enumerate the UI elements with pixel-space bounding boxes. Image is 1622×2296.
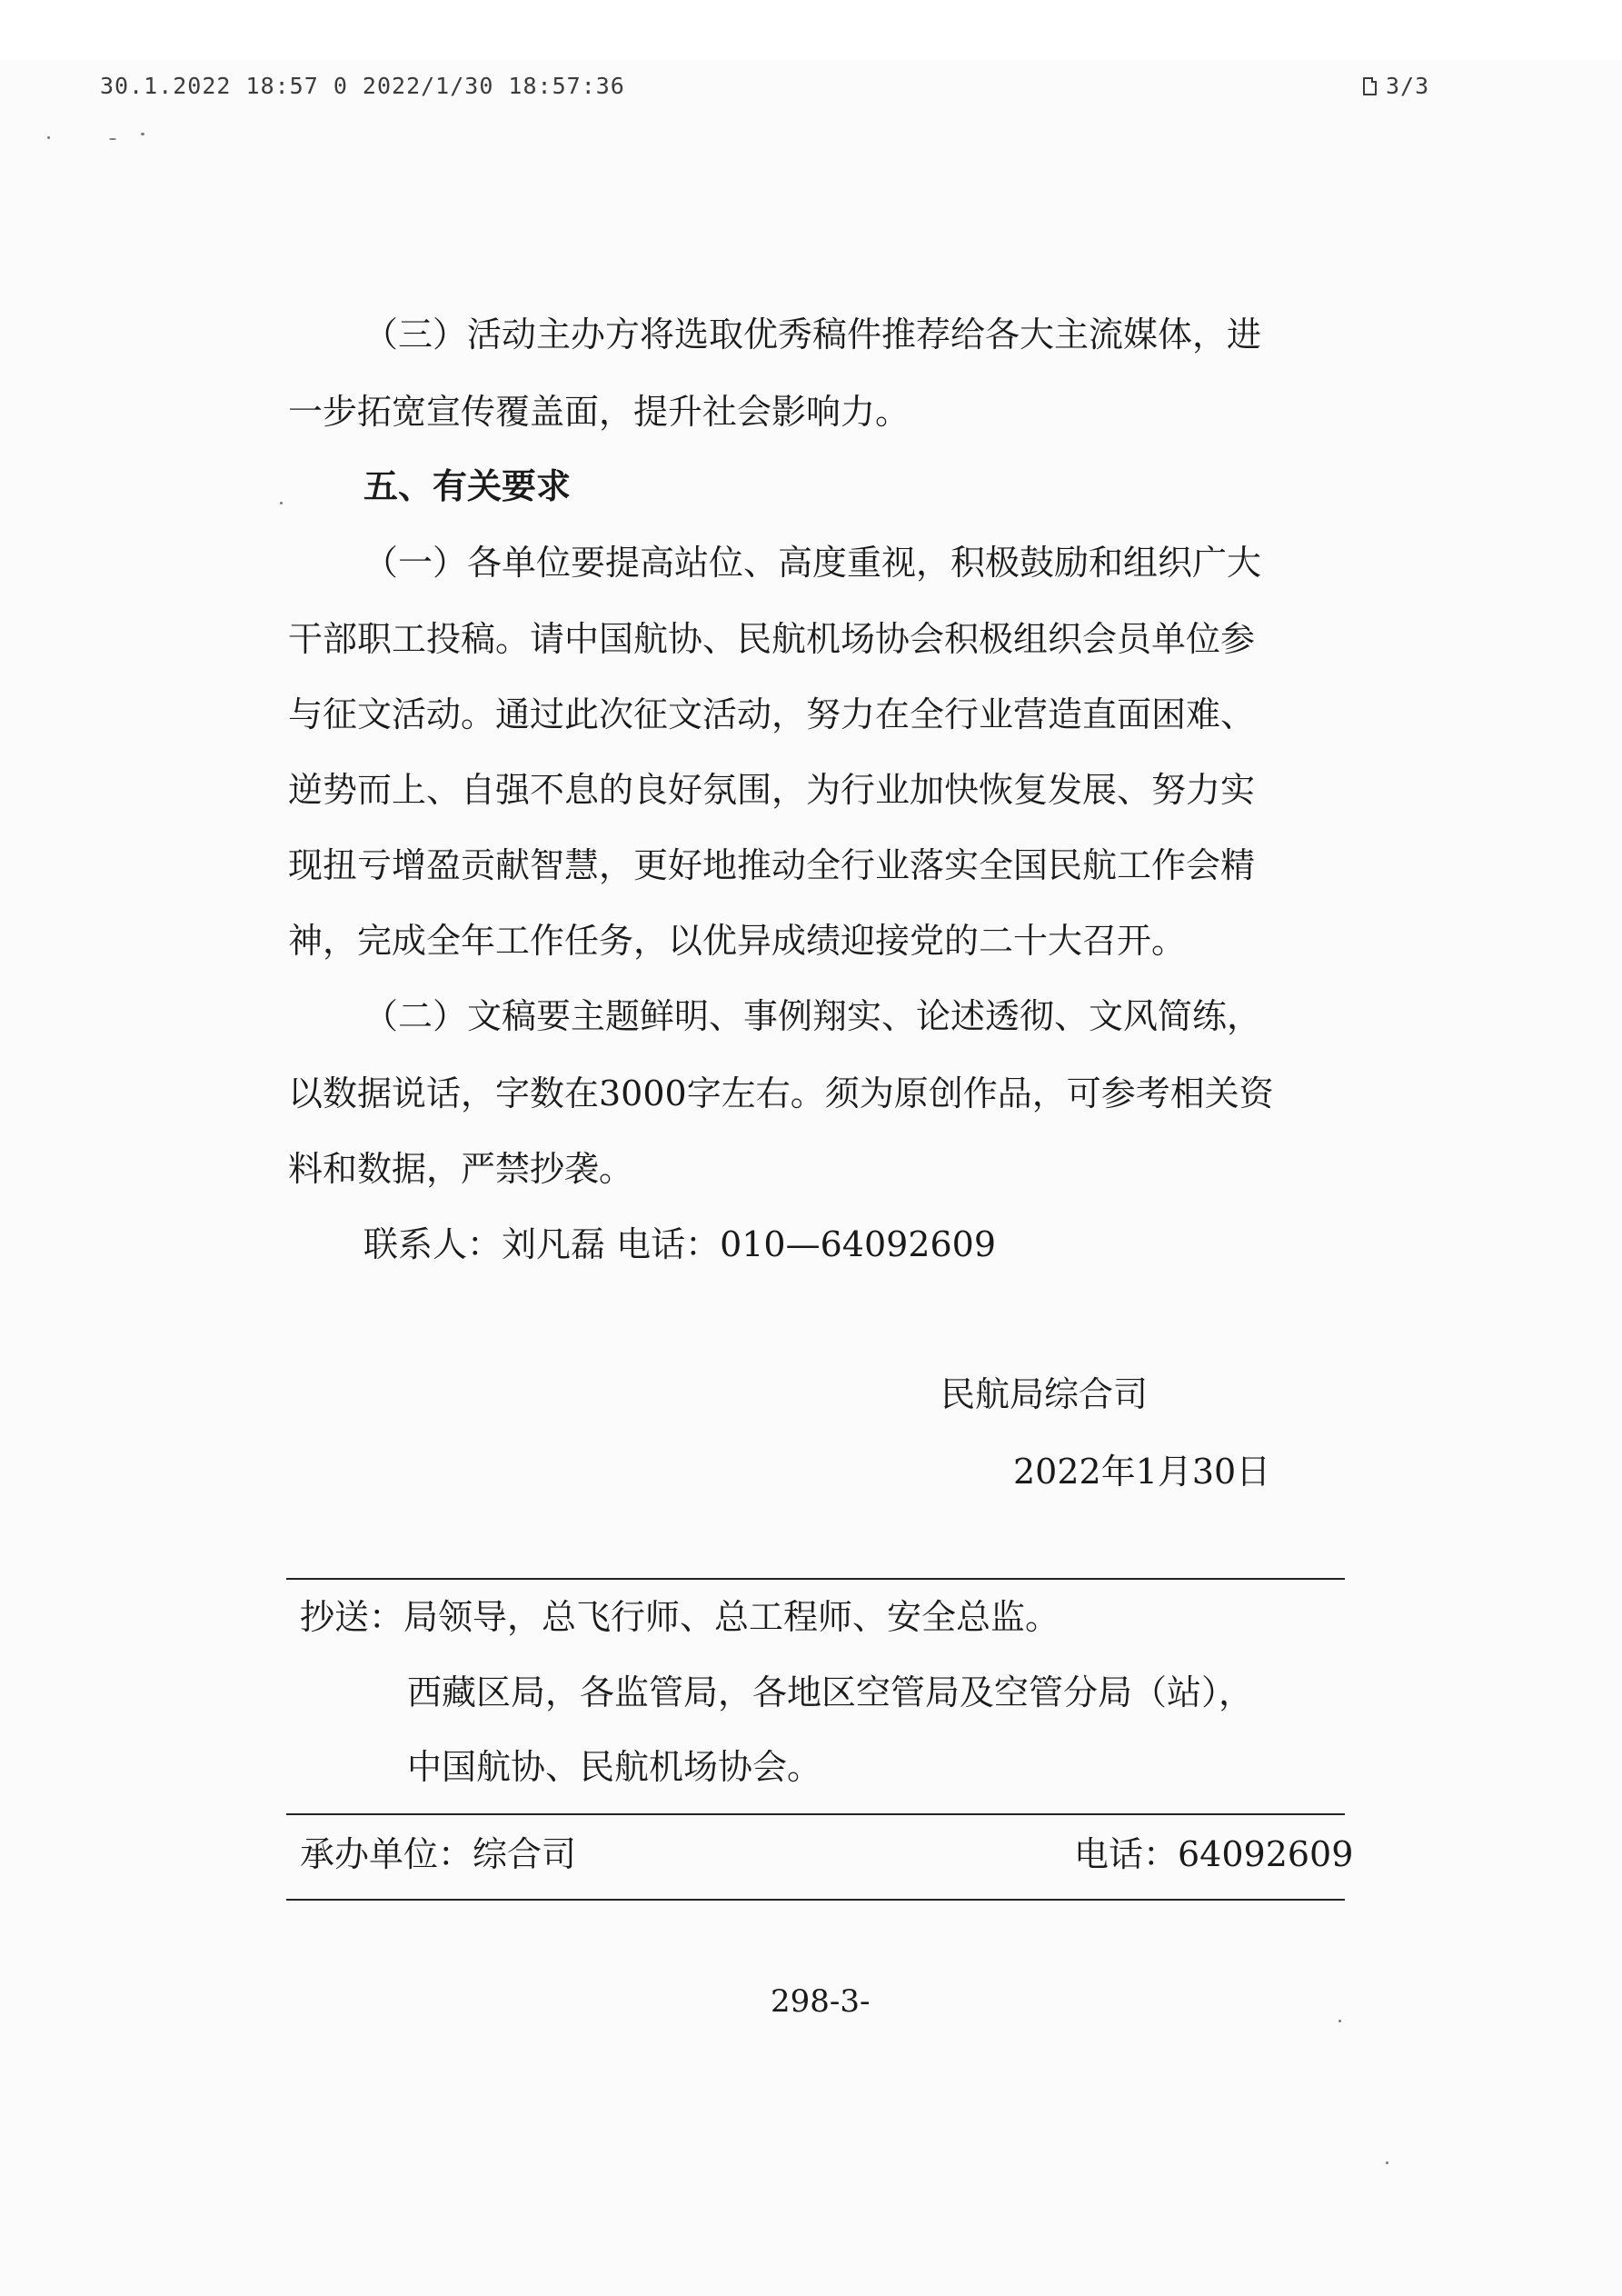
fax-page-count: 3/3 — [1386, 73, 1430, 99]
req1-line4: 逆势而上、自强不息的良好氛围，为行业加快恢复发展、努力实 — [288, 770, 1256, 810]
req1-line5: 现扭亏增盈贡献智慧，更好地推动全行业落实全国民航工作会精 — [288, 845, 1256, 885]
cc-line2: 西藏区局，各监管局，各地区空管局及空管分局（站）， — [407, 1672, 1254, 1712]
item3-line1: （三）活动主办方将选取优秀稿件推荐给各大主流媒体，进 — [363, 314, 1262, 354]
scan-speck — [141, 133, 144, 135]
req2-line2: 以数据说话，字数在3000字左右。须为原创作品，可参考相关资 — [288, 1073, 1274, 1113]
page-number: 298-3- — [771, 1983, 871, 2020]
section5-heading: 五、有关要求 — [363, 465, 572, 506]
req2-line1: （二）文稿要主题鲜明、事例翔实、论述透彻、文风简练， — [363, 996, 1262, 1036]
scan-speck — [280, 502, 283, 504]
scan-speck — [1386, 2161, 1388, 2164]
cc-line1: 抄送：局领导，总飞行师、总工程师、安全总监。 — [300, 1597, 1060, 1637]
scan-speck — [47, 136, 50, 139]
issue-date: 2022年1月30日 — [1013, 1452, 1271, 1492]
handler-top-rule — [286, 1813, 1345, 1815]
req1-line1: （一）各单位要提高站位、高度重视，积极鼓励和组织广大 — [363, 543, 1262, 583]
cc-line3: 中国航协、民航机场协会。 — [407, 1747, 822, 1787]
scan-speck — [109, 138, 116, 140]
handler-phone: 电话：64092609 — [1074, 1834, 1354, 1874]
scan-speck — [1338, 2020, 1341, 2022]
handler-bottom-rule — [286, 1899, 1345, 1901]
req2-line3: 料和数据，严禁抄袭。 — [288, 1149, 634, 1189]
req1-line2: 干部职工投稿。请中国航协、民航机场协会积极组织会员单位参 — [288, 619, 1256, 659]
contact-line: 联系人：刘凡磊 电话：010—64092609 — [363, 1224, 997, 1264]
cc-top-rule — [286, 1578, 1345, 1580]
scan-top-margin — [0, 0, 1622, 60]
req1-line6: 神，完成全年工作任务，以优异成绩迎接党的二十大召开。 — [288, 921, 1187, 961]
fax-timestamp: 30.1.2022 18:57 0 2022/1/30 18:57:36 — [100, 73, 625, 99]
issuer-name: 民航局综合司 — [940, 1374, 1149, 1414]
req1-line3: 与征文活动。通过此次征文活动，努力在全行业营造直面困难、 — [288, 694, 1256, 734]
item3-line2: 一步拓宽宣传覆盖面，提升社会影响力。 — [288, 392, 911, 432]
document-icon — [1363, 77, 1377, 95]
handler-unit: 承办单位：综合司 — [300, 1834, 577, 1874]
fax-page-indicator — [1363, 73, 1429, 99]
